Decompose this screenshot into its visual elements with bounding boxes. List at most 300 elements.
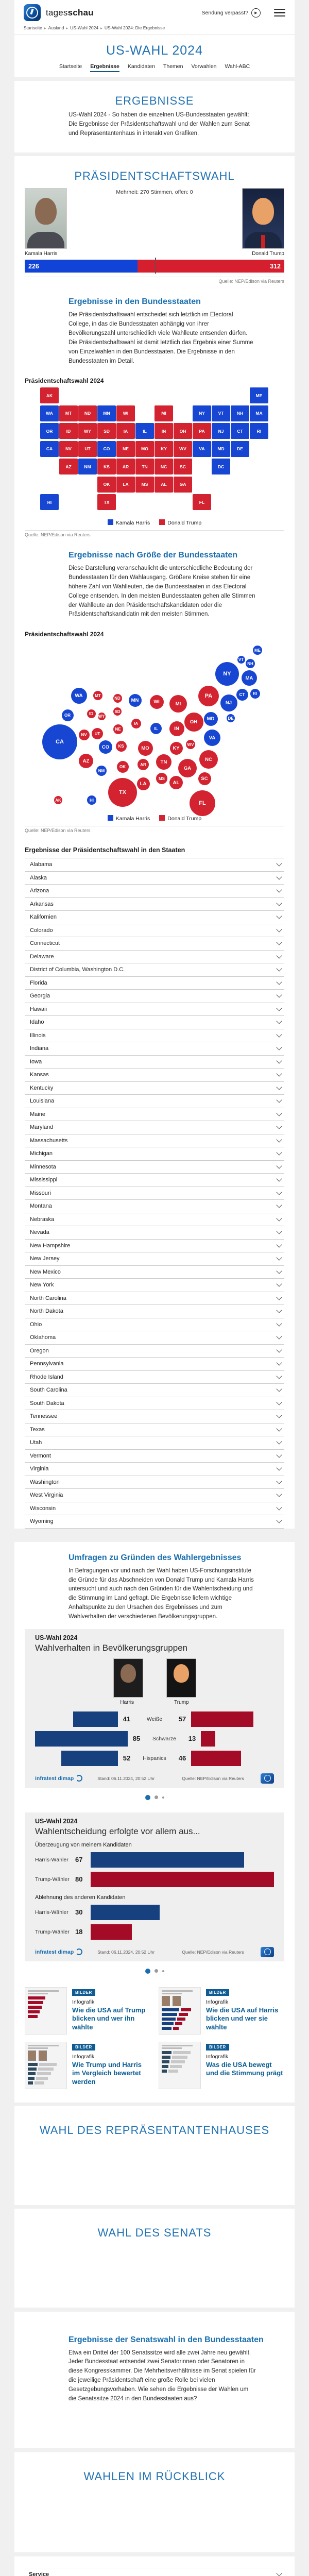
chevron-down-icon <box>276 1465 282 1471</box>
bilder-badge: BILDER <box>72 1989 95 1996</box>
chevron-down-icon <box>276 1308 282 1313</box>
map-state-vt[interactable]: VT <box>212 405 230 421</box>
bubble-state-ga[interactable]: GA <box>178 759 197 777</box>
ergebnisse-title: ERGEBNISSE <box>115 94 194 107</box>
bubble-state-mo[interactable]: MO <box>138 741 153 756</box>
state-accordion-row[interactable] <box>25 1200 284 1213</box>
bubble-state-ma[interactable]: MA <box>242 670 257 686</box>
state-name: Kalifornien <box>30 914 57 921</box>
thumbnail-bars <box>162 2008 198 2030</box>
map-state-ak[interactable]: AK <box>40 387 59 403</box>
map-state-la[interactable]: LA <box>116 477 135 493</box>
trump-votes-bar: 312 <box>138 260 284 273</box>
bubble-state-tn[interactable]: TN <box>156 754 171 770</box>
state-accordion-row[interactable] <box>25 1134 284 1148</box>
infratest-dimap-logo: infratest dimap <box>35 1948 82 1955</box>
teaser-thumbnail <box>25 1987 67 2035</box>
umfragen-heading: Umfragen zu Gründen des Wahlergebnisses <box>68 1553 242 1562</box>
state-name: Louisiana <box>30 1098 55 1105</box>
breadcrumb-item[interactable]: Ausland <box>48 25 64 30</box>
senate-title: WAHL DES SENATS <box>97 2226 212 2239</box>
map-state-ri[interactable]: RI <box>250 423 268 439</box>
bubble-state-nh[interactable]: NH <box>246 659 255 668</box>
bubble-state-nm[interactable]: NM <box>96 766 107 776</box>
legend-item: Donald Trump <box>159 519 201 526</box>
map-state-mt[interactable]: MT <box>59 405 78 421</box>
teaser-body <box>72 2042 150 2089</box>
harris-bar <box>91 1905 160 1920</box>
voter-group-label: Harris-Wähler <box>35 1856 68 1863</box>
state-accordion-row[interactable] <box>25 1318 284 1332</box>
bubble-state-sd[interactable]: SD <box>113 707 122 716</box>
group-label: Überzeugung von meinem Kandidaten <box>35 1841 132 1848</box>
bilder-badge: BILDER <box>206 2044 229 2050</box>
teaser-kicker: Infografik <box>206 2053 229 2060</box>
state-accordion-row[interactable] <box>25 1384 284 1397</box>
infratest-dimap-logo: infratest dimap <box>35 1775 82 1782</box>
teaser-kicker: Infografik <box>72 2053 95 2060</box>
state-name: Rhode Island <box>30 1374 63 1380</box>
bubble-state-la[interactable]: LA <box>137 777 150 790</box>
state-accordion-row[interactable] <box>25 1042 284 1056</box>
bubble-state-wi[interactable]: WI <box>150 695 164 709</box>
trump-value: 57 <box>178 1715 186 1723</box>
chart-kicker: US-Wahl 2024 <box>35 1817 78 1825</box>
bubble-state-ms[interactable]: MS <box>156 773 167 784</box>
bubble-state-mn[interactable]: MN <box>129 694 142 707</box>
infografik-teaser[interactable] <box>159 2042 284 2089</box>
bubble-state-de[interactable]: DE <box>227 714 235 722</box>
bubble-state-ok[interactable]: OK <box>117 761 129 773</box>
carousel-dot-3[interactable] <box>162 1797 164 1799</box>
map-state-co[interactable]: CO <box>97 441 116 457</box>
state-accordion-row[interactable] <box>25 1095 284 1108</box>
hamburger-menu-icon[interactable] <box>274 9 285 17</box>
bubble-state-vt[interactable]: VT <box>237 656 245 664</box>
state-accordion-row[interactable] <box>25 1069 284 1082</box>
state-name: Massachusetts <box>30 1137 68 1144</box>
chevron-down-icon <box>276 887 282 893</box>
bubble-state-wv[interactable]: WV <box>186 740 195 749</box>
state-accordion-row[interactable] <box>25 1489 284 1502</box>
chevron-down-icon <box>276 1426 282 1431</box>
tagesschau-wordmark: tagesschau <box>46 7 94 18</box>
chevron-down-icon <box>276 1386 282 1392</box>
map-state-wv[interactable]: WV <box>174 441 192 457</box>
tab-kandidaten[interactable]: Kandidaten <box>127 63 155 70</box>
map-state-ks[interactable]: KS <box>97 459 116 474</box>
chevron-down-icon <box>276 1019 282 1024</box>
infografik-teaser[interactable] <box>25 1987 150 2035</box>
bar-track <box>91 1872 274 1887</box>
sendung-verpasst-label: Sendung verpasst? <box>201 9 248 16</box>
tab-vorwahlen[interactable]: Vorwahlen <box>191 63 217 70</box>
category-label: Hispanics <box>143 1755 166 1761</box>
value-label: 30 <box>75 1908 83 1917</box>
thumbnail-bars <box>28 2063 64 2084</box>
state-name: Utah <box>30 1439 42 1446</box>
bubble-state-nc[interactable]: NC <box>199 750 218 769</box>
footer-accordion-service[interactable] <box>25 2568 284 2576</box>
bubble-state-ne[interactable]: NE <box>113 724 123 734</box>
map-state-ny[interactable]: NY <box>193 405 211 421</box>
teaser-body <box>206 1987 284 2035</box>
bubble-state-or[interactable]: OR <box>62 709 74 721</box>
trump-bar-track <box>201 1731 274 1747</box>
chevron-down-icon <box>276 1176 282 1182</box>
infografik-teaser[interactable] <box>159 1987 284 2035</box>
state-accordion-row[interactable] <box>25 1147 284 1161</box>
state-accordion-row[interactable] <box>25 1082 284 1095</box>
thumbnail-bars <box>28 1996 64 2018</box>
state-accordion-row[interactable] <box>25 1292 284 1306</box>
state-accordion-row[interactable] <box>25 1305 284 1318</box>
map-state-fl[interactable]: FL <box>193 494 211 510</box>
bubble-state-ri[interactable]: RI <box>250 689 260 699</box>
bar-track <box>91 1905 274 1920</box>
state-name: Wyoming <box>30 1518 54 1525</box>
state-name: Indiana <box>30 1045 49 1052</box>
map-state-wi[interactable]: WI <box>116 405 135 421</box>
state-accordion-row[interactable] <box>25 1003 284 1016</box>
map-state-ct[interactable]: CT <box>231 423 249 439</box>
carousel-dot-3[interactable] <box>162 1970 164 1972</box>
bubble-state-sc[interactable]: SC <box>198 772 211 785</box>
map-state-ky[interactable]: KY <box>154 441 173 457</box>
state-accordion-row[interactable] <box>25 1174 284 1187</box>
state-accordion-row[interactable] <box>25 1226 284 1240</box>
state-accordion-row[interactable] <box>25 1240 284 1253</box>
carousel-dot-1[interactable] <box>145 1969 150 1974</box>
state-accordion-row[interactable] <box>25 898 284 911</box>
bubble-state-ks[interactable]: KS <box>116 741 127 752</box>
map-state-mn[interactable]: MN <box>97 405 116 421</box>
chevron-down-icon <box>276 966 282 972</box>
chevron-down-icon <box>276 1320 282 1326</box>
carousel-dot-1[interactable] <box>145 1795 150 1800</box>
chevron-down-icon <box>276 1268 282 1274</box>
state-name: Montana <box>30 1203 52 1210</box>
map-state-mo[interactable]: MO <box>135 441 154 457</box>
state-accordion-row[interactable] <box>25 1108 284 1122</box>
bubble-state-nj[interactable]: NJ <box>220 694 237 711</box>
breadcrumb-item[interactable]: US-Wahl 2024: Die Ergebnisse <box>104 25 165 30</box>
bubble-state-oh[interactable]: OH <box>184 713 203 732</box>
bubble-state-hi[interactable]: HI <box>87 795 96 805</box>
state-accordion-row[interactable] <box>25 1515 284 1529</box>
state-accordion-row[interactable] <box>25 1450 284 1463</box>
state-name: Pennsylvania <box>30 1361 64 1367</box>
map-state-ne[interactable]: NE <box>116 441 135 457</box>
chevron-down-icon <box>276 979 282 985</box>
bubble-state-tx[interactable]: TX <box>108 778 137 807</box>
map-state-oh[interactable]: OH <box>174 423 192 439</box>
state-name: Michigan <box>30 1150 53 1157</box>
state-accordion-row[interactable] <box>25 1397 284 1411</box>
chevron-down-icon <box>276 1005 282 1011</box>
state-accordion-row[interactable] <box>25 1266 284 1279</box>
map-state-in[interactable]: IN <box>154 423 173 439</box>
state-name: New York <box>30 1282 54 1289</box>
bubble-state-il[interactable]: IL <box>150 723 162 734</box>
map-state-nd[interactable]: ND <box>78 405 97 421</box>
trump-bar <box>91 1924 132 1940</box>
map-state-pa[interactable]: PA <box>193 423 211 439</box>
bubble-state-nd[interactable]: ND <box>113 694 122 703</box>
state-accordion-row[interactable] <box>25 1345 284 1358</box>
legend-item: Donald Trump <box>159 815 201 822</box>
breadcrumb-item[interactable]: Startseite <box>24 25 42 30</box>
bubble-state-az[interactable]: AZ <box>79 754 93 768</box>
map-state-hi[interactable]: HI <box>40 494 59 510</box>
state-accordion-row[interactable] <box>25 1371 284 1384</box>
carousel-dot-2[interactable] <box>154 1795 158 1799</box>
state-accordion-row[interactable] <box>25 1016 284 1029</box>
bubble-state-ia[interactable]: IA <box>131 719 141 728</box>
map-chart-label: Präsidentschaftswahl 2024 <box>25 377 104 385</box>
tab-ergebnisse[interactable]: Ergebnisse <box>90 63 119 72</box>
state-name: Iowa <box>30 1058 42 1065</box>
harris-bar-track <box>35 1751 118 1766</box>
map-state-ca[interactable]: CA <box>40 441 59 457</box>
state-accordion-row[interactable] <box>25 1187 284 1200</box>
trump-photo <box>166 1658 196 1698</box>
source-note: Quelle: NEP/Edison via Reuters <box>218 279 284 284</box>
harris-bar-track <box>35 1711 118 1727</box>
map-state-id[interactable]: ID <box>59 423 78 439</box>
map-state-ok[interactable]: OK <box>97 477 116 493</box>
state-name: Wisconsin <box>30 1505 56 1512</box>
map-state-ar[interactable]: AR <box>116 459 135 474</box>
map-state-nv[interactable]: NV <box>59 441 78 457</box>
section-praesidentschaftswahl <box>14 156 295 1528</box>
chevron-down-icon <box>276 1137 282 1142</box>
source-label: Quelle: NEP/Edison via Reuters <box>182 1949 244 1955</box>
map-state-sc[interactable]: SC <box>174 459 192 474</box>
states-list-heading: Ergebnisse der Präsidentschaftswahl in den Staaten <box>25 846 185 854</box>
thumbnail-photos <box>28 2050 64 2061</box>
map-state-wa[interactable]: WA <box>40 405 59 421</box>
harris-bar <box>35 1731 128 1747</box>
map-state-il[interactable]: IL <box>135 423 154 439</box>
map-state-ia[interactable]: IA <box>116 423 135 439</box>
chart-card-wahlentscheidung <box>25 1812 284 1961</box>
map-state-ma[interactable]: MA <box>250 405 268 421</box>
senate-results-heading: Ergebnisse der Senatswahl in den Bundesstaaten <box>68 2335 264 2344</box>
state-accordion-row[interactable] <box>25 872 284 885</box>
state-accordion-row[interactable] <box>25 1213 284 1227</box>
state-name: Minnesota <box>30 1163 56 1170</box>
thumbnail-bars <box>162 2051 198 2073</box>
state-accordion-row[interactable] <box>25 1252 284 1266</box>
map-state-md[interactable]: MD <box>212 441 230 457</box>
chevron-down-icon <box>276 874 282 879</box>
carousel-dots <box>14 1788 295 1805</box>
state-accordion-row[interactable] <box>25 1436 284 1450</box>
state-accordion-row[interactable] <box>25 963 284 977</box>
map-state-nh[interactable]: NH <box>231 405 249 421</box>
bubble-state-fl[interactable]: FL <box>190 790 215 816</box>
state-accordion-row[interactable] <box>25 990 284 1003</box>
trump-value: 13 <box>188 1735 196 1743</box>
chevron-down-icon <box>276 1347 282 1352</box>
chevron-down-icon <box>276 1439 282 1445</box>
chart-row <box>35 1850 274 1870</box>
map-state-nm[interactable]: NM <box>78 459 97 474</box>
map-state-de[interactable]: DE <box>231 441 249 457</box>
state-name: New Mexico <box>30 1268 61 1275</box>
bubble-state-pa[interactable]: PA <box>198 686 219 706</box>
umfragen-text: In Befragungen vor und nach der Wahl haben US-Forschungsinstitute die Gründe für das Abschneiden von Donald Trump und Kamala Harris untersucht und auch nach den Gründen für die Wahlentscheidung und die Stimmung im Land gefragt. Die Ergebnisse liefern wichtige Anhaltspunkte zu den Ursachen des Ergebnisses und zum Wahlverhalten der verschiedenen Bevölkerungsgruppen. <box>68 1567 254 1620</box>
legend-swatch <box>108 519 113 525</box>
teaser-title: Wie Trump und Harris im Vergleich bewertet werden <box>72 2060 142 2086</box>
state-accordion-row[interactable] <box>25 977 284 990</box>
state-accordion-row[interactable] <box>25 1423 284 1437</box>
ergebnisse-text: US-Wahl 2024 - So haben die einzelnen US-Bundesstaaten gewählt: Die Ergebnisse der Präsidentschaftswahl und der Wahlen zum Senat und Repräsentantenhaus in interaktiven Grafiken. <box>68 112 250 137</box>
state-accordion-row[interactable] <box>25 911 284 924</box>
state-accordion-row[interactable] <box>25 1331 284 1345</box>
teaser-body <box>206 2042 284 2089</box>
state-accordion-row[interactable] <box>25 1121 284 1134</box>
tab-themen[interactable]: Themen <box>163 63 183 70</box>
bubble-state-ca[interactable]: CA <box>42 724 77 759</box>
map-state-wy[interactable]: WY <box>78 423 97 439</box>
chevron-down-icon <box>276 861 282 867</box>
sendung-verpasst-button[interactable] <box>202 8 261 18</box>
tagesschau-logo[interactable] <box>24 4 41 21</box>
state-accordion-row[interactable] <box>25 858 284 872</box>
state-name: South Carolina <box>30 1387 67 1394</box>
bubble-state-ak[interactable]: AK <box>54 796 62 804</box>
teaser-title: Wie die USA auf Trump blicken und wer ihn wählte <box>72 2006 146 2031</box>
bubble-state-mi[interactable]: MI <box>169 695 187 713</box>
breadcrumb-separator-icon: ▸ <box>100 26 102 30</box>
state-name: South Dakota <box>30 1400 64 1406</box>
chart-card-wahlverhalten <box>25 1629 284 1788</box>
infografik-teaser[interactable] <box>25 2042 150 2089</box>
bubble-state-mt[interactable]: MT <box>93 691 102 700</box>
bubble-state-al[interactable]: AL <box>169 776 183 789</box>
state-accordion-row[interactable] <box>25 1410 284 1423</box>
page-title: US-WAHL 2024 <box>106 43 203 58</box>
harris-photo <box>113 1658 143 1698</box>
state-accordion-row[interactable] <box>25 1056 284 1069</box>
map-state-al[interactable]: AL <box>154 477 173 493</box>
bubble-legend <box>14 815 295 822</box>
map-state-az[interactable]: AZ <box>59 459 78 474</box>
map-state-ut[interactable]: UT <box>78 441 97 457</box>
trump-bar <box>191 1711 253 1727</box>
bubble-state-ky[interactable]: KY <box>170 742 183 755</box>
bubble-state-co[interactable]: CO <box>99 740 112 754</box>
voter-group-label: Harris-Wähler <box>35 1909 68 1916</box>
map-state-dc[interactable]: DC <box>212 459 230 474</box>
harris-name: Kamala Harris <box>25 251 58 257</box>
state-accordion-row[interactable] <box>25 951 284 964</box>
state-accordion-row[interactable] <box>25 924 284 938</box>
harris-bar <box>73 1711 118 1727</box>
ard-logo <box>261 1947 274 1957</box>
state-name: Oregon <box>30 1347 49 1354</box>
map-state-va[interactable]: VA <box>193 441 211 457</box>
trump-bar <box>191 1751 241 1766</box>
tab-startseite[interactable]: Startseite <box>59 63 82 70</box>
section-ergebnisse <box>14 81 295 152</box>
state-name: Arizona <box>30 888 49 894</box>
breadcrumb-separator-icon: ▸ <box>44 26 46 30</box>
bubble-state-wy[interactable]: WY <box>98 713 106 720</box>
state-accordion-row[interactable] <box>25 1358 284 1371</box>
bubble-state-in[interactable]: IN <box>169 721 184 736</box>
state-accordion-row[interactable] <box>25 1279 284 1292</box>
bubble-state-id[interactable]: ID <box>87 709 96 718</box>
map-state-nc[interactable]: NC <box>154 459 173 474</box>
map-state-ms[interactable]: MS <box>135 477 154 493</box>
chevron-down-icon <box>276 1189 282 1195</box>
bubble-state-me[interactable]: ME <box>253 646 262 655</box>
bubble-state-wa[interactable]: WA <box>71 688 87 704</box>
breadcrumb-item[interactable]: US-Wahl 2024 <box>70 25 99 30</box>
state-accordion-row[interactable] <box>25 1029 284 1043</box>
map-state-me[interactable]: ME <box>250 387 268 403</box>
bubble-state-ct[interactable]: CT <box>236 689 248 701</box>
map-state-ga[interactable]: GA <box>174 477 192 493</box>
bubble-state-va[interactable]: VA <box>204 730 220 746</box>
bubble-state-ar[interactable]: AR <box>138 759 149 770</box>
map-state-tn[interactable]: TN <box>135 459 154 474</box>
bubble-state-nv[interactable]: NV <box>79 730 90 740</box>
teaser-thumbnail <box>159 1987 201 2035</box>
chart-row-weiße <box>35 1709 274 1729</box>
states-text: Die Präsidentschaftswahl entscheidet sich letztlich im Electoral College, in das die Bundesstaaten abhängig von ihrer Bevölkerungszahl unterschiedlich viele Wahlleute entsenden dürfen. Die Präsidentschaftswahl ist damit letztlich das Ergebnis einer Summe von Einzelwahlen in den Bundesstaaten. Die Ergebnisse in den Bundesstaaten im Detail. <box>68 312 253 364</box>
chevron-down-icon <box>276 900 282 906</box>
trump-bar-track <box>191 1751 274 1766</box>
state-accordion-row[interactable] <box>25 1463 284 1476</box>
state-name: New Hampshire <box>30 1242 71 1249</box>
map-state-or[interactable]: OR <box>40 423 59 439</box>
bubble-state-ut[interactable]: UT <box>92 728 103 739</box>
map-state-mi[interactable]: MI <box>154 405 173 421</box>
state-accordion-row[interactable] <box>25 1161 284 1174</box>
harris-value: 52 <box>123 1754 131 1762</box>
bubble-state-md[interactable]: MD <box>204 712 218 726</box>
chevron-down-icon <box>276 1518 282 1523</box>
state-accordion-row[interactable] <box>25 937 284 951</box>
page-tabs <box>14 63 295 77</box>
state-accordion-row[interactable] <box>25 1476 284 1489</box>
state-name: Kentucky <box>30 1084 54 1091</box>
bubble-state-ny[interactable]: NY <box>215 662 239 686</box>
carousel-dot-2[interactable] <box>154 1969 158 1973</box>
state-accordion-row[interactable] <box>25 1502 284 1516</box>
tab-wahl-abc[interactable]: Wahl-ABC <box>225 63 250 70</box>
map-state-sd[interactable]: SD <box>97 423 116 439</box>
bubble-heading: Ergebnisse nach Größe der Bundesstaaten <box>68 551 238 560</box>
chevron-down-icon <box>276 926 282 932</box>
harris-votes-bar: 226 <box>25 260 138 273</box>
chevron-down-icon <box>276 1373 282 1379</box>
chevron-down-icon <box>276 1110 282 1116</box>
map-state-tx[interactable]: TX <box>97 494 116 510</box>
site-footer <box>14 2556 295 2576</box>
chevron-down-icon <box>276 1215 282 1221</box>
chart-kicker: US-Wahl 2024 <box>35 1634 78 1641</box>
state-accordion-row[interactable] <box>25 885 284 898</box>
trump-bar <box>91 1872 274 1887</box>
us-states-map <box>25 387 284 515</box>
chevron-down-icon <box>276 1150 282 1156</box>
map-state-nj[interactable]: NJ <box>212 423 230 439</box>
